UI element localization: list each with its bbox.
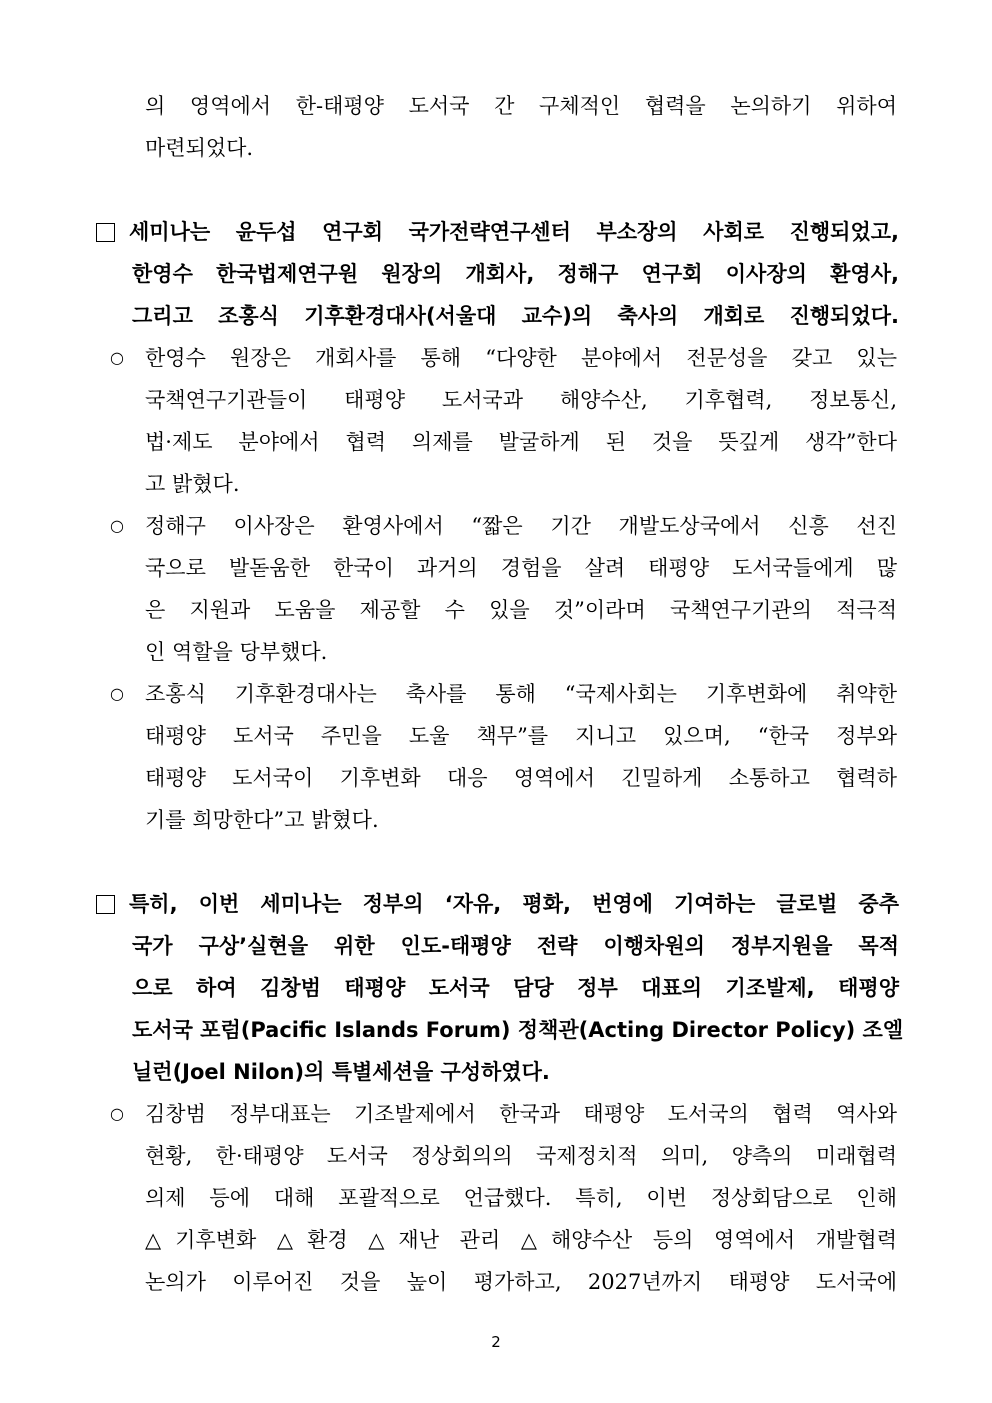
bullet-line: 고 밝혔다.: [145, 472, 240, 496]
bullet-line: 국으로 발돋움한 한국이 과거의 경험을 살려 태평양 도서국들에게 많: [145, 556, 897, 580]
section2-heading-line: 특히, 이번 세미나는 정부의 ‘자유, 평화, 번영에 기여하는 글로벌 중추: [129, 892, 899, 916]
bullet-line: 인 역할을 당부했다.: [145, 640, 328, 664]
intro-line: 마련되었다.: [145, 136, 254, 160]
section1-heading-line: 세미나는 윤두섭 연구회 국가전략연구센터 부소장의 사회로 진행되었고,: [129, 220, 899, 244]
bullet-marker: ○: [110, 1104, 124, 1123]
bullet-line: 법·제도 분야에서 협력 의제를 발굴하게 된 것을 뜻깊게 생각”한다: [145, 430, 897, 454]
bullet-marker: ○: [110, 684, 124, 703]
section1-heading: [96, 218, 899, 246]
bullet-line: 김창범 정부대표는 기조발제에서 한국과 태평양 도서국의 협력 역사와: [145, 1102, 897, 1126]
section2-heading-line: 도서국 포럼(Pacific Islands Forum) 정책관(Acting Director Policy) 조엘: [132, 1018, 904, 1042]
bullet-line: 조홍식 기후환경대사는 축사를 통해 “국제사회는 기후변화에 취약한: [145, 682, 897, 706]
bullet-line: 기를 희망한다”고 밝혔다.: [145, 808, 379, 832]
bullet-line: 한영수 원장은 개회사를 통해 “다양한 분야에서 전문성을 갖고 있는: [145, 346, 897, 370]
bullet-line: △기후변화 △환경 △재난 관리 △해양수산 등의 영역에서 개발협력: [145, 1228, 897, 1252]
page-number: 2: [491, 1333, 501, 1351]
bullet-line: 논의가 이루어진 것을 높이 평가하고, 2027년까지 태평양 도서국에: [145, 1270, 897, 1294]
bullet-line: 의제 등에 대해 포괄적으로 언급했다. 특히, 이번 정상회담으로 인해: [145, 1186, 897, 1210]
bullet-line: 태평양 도서국 주민을 도울 책무”를 지니고 있으며, “한국 정부와: [145, 724, 897, 748]
section2-heading-line: 으로 하여 김창범 태평양 도서국 담당 정부 대표의 기조발제, 태평양: [132, 976, 899, 1000]
bullet-line: 은 지원과 도움을 제공할 수 있을 것”이라며 국책연구기관의 적극적: [145, 598, 897, 622]
section1-heading-line: 그리고 조홍식 기후환경대사(서울대 교수)의 축사의 개회로 진행되었다.: [132, 304, 899, 328]
checkbox-icon: [96, 895, 115, 914]
section2-heading-line: 국가 구상’실현을 위한 인도-태평양 전략 이행차원의 정부지원을 목적: [132, 934, 899, 958]
bullet-marker: ○: [110, 348, 124, 367]
bullet-line: 태평양 도서국이 기후변화 대응 영역에서 긴밀하게 소통하고 협력하: [145, 766, 897, 790]
checkbox-icon: [96, 223, 115, 242]
bullet-line: 현황, 한·태평양 도서국 정상회의의 국제정치적 의미, 양측의 미래협력: [145, 1144, 897, 1168]
section1-heading-line: 한영수 한국법제연구원 원장의 개회사, 정해구 연구회 이사장의 환영사,: [132, 262, 899, 286]
section2-heading: [96, 890, 899, 918]
section2-heading-line: 닐런(Joel Nilon)의 특별세션을 구성하였다.: [132, 1060, 550, 1084]
intro-line: 의 영역에서 한-태평양 도서국 간 구체적인 협력을 논의하기 위하여: [145, 94, 897, 118]
bullet-line: 국책연구기관들이 태평양 도서국과 해양수산, 기후협력, 정보통신,: [145, 388, 897, 412]
bullet-marker: ○: [110, 516, 124, 535]
bullet-line: 정해구 이사장은 환영사에서 “짧은 기간 개발도상국에서 신흥 선진: [145, 514, 897, 538]
